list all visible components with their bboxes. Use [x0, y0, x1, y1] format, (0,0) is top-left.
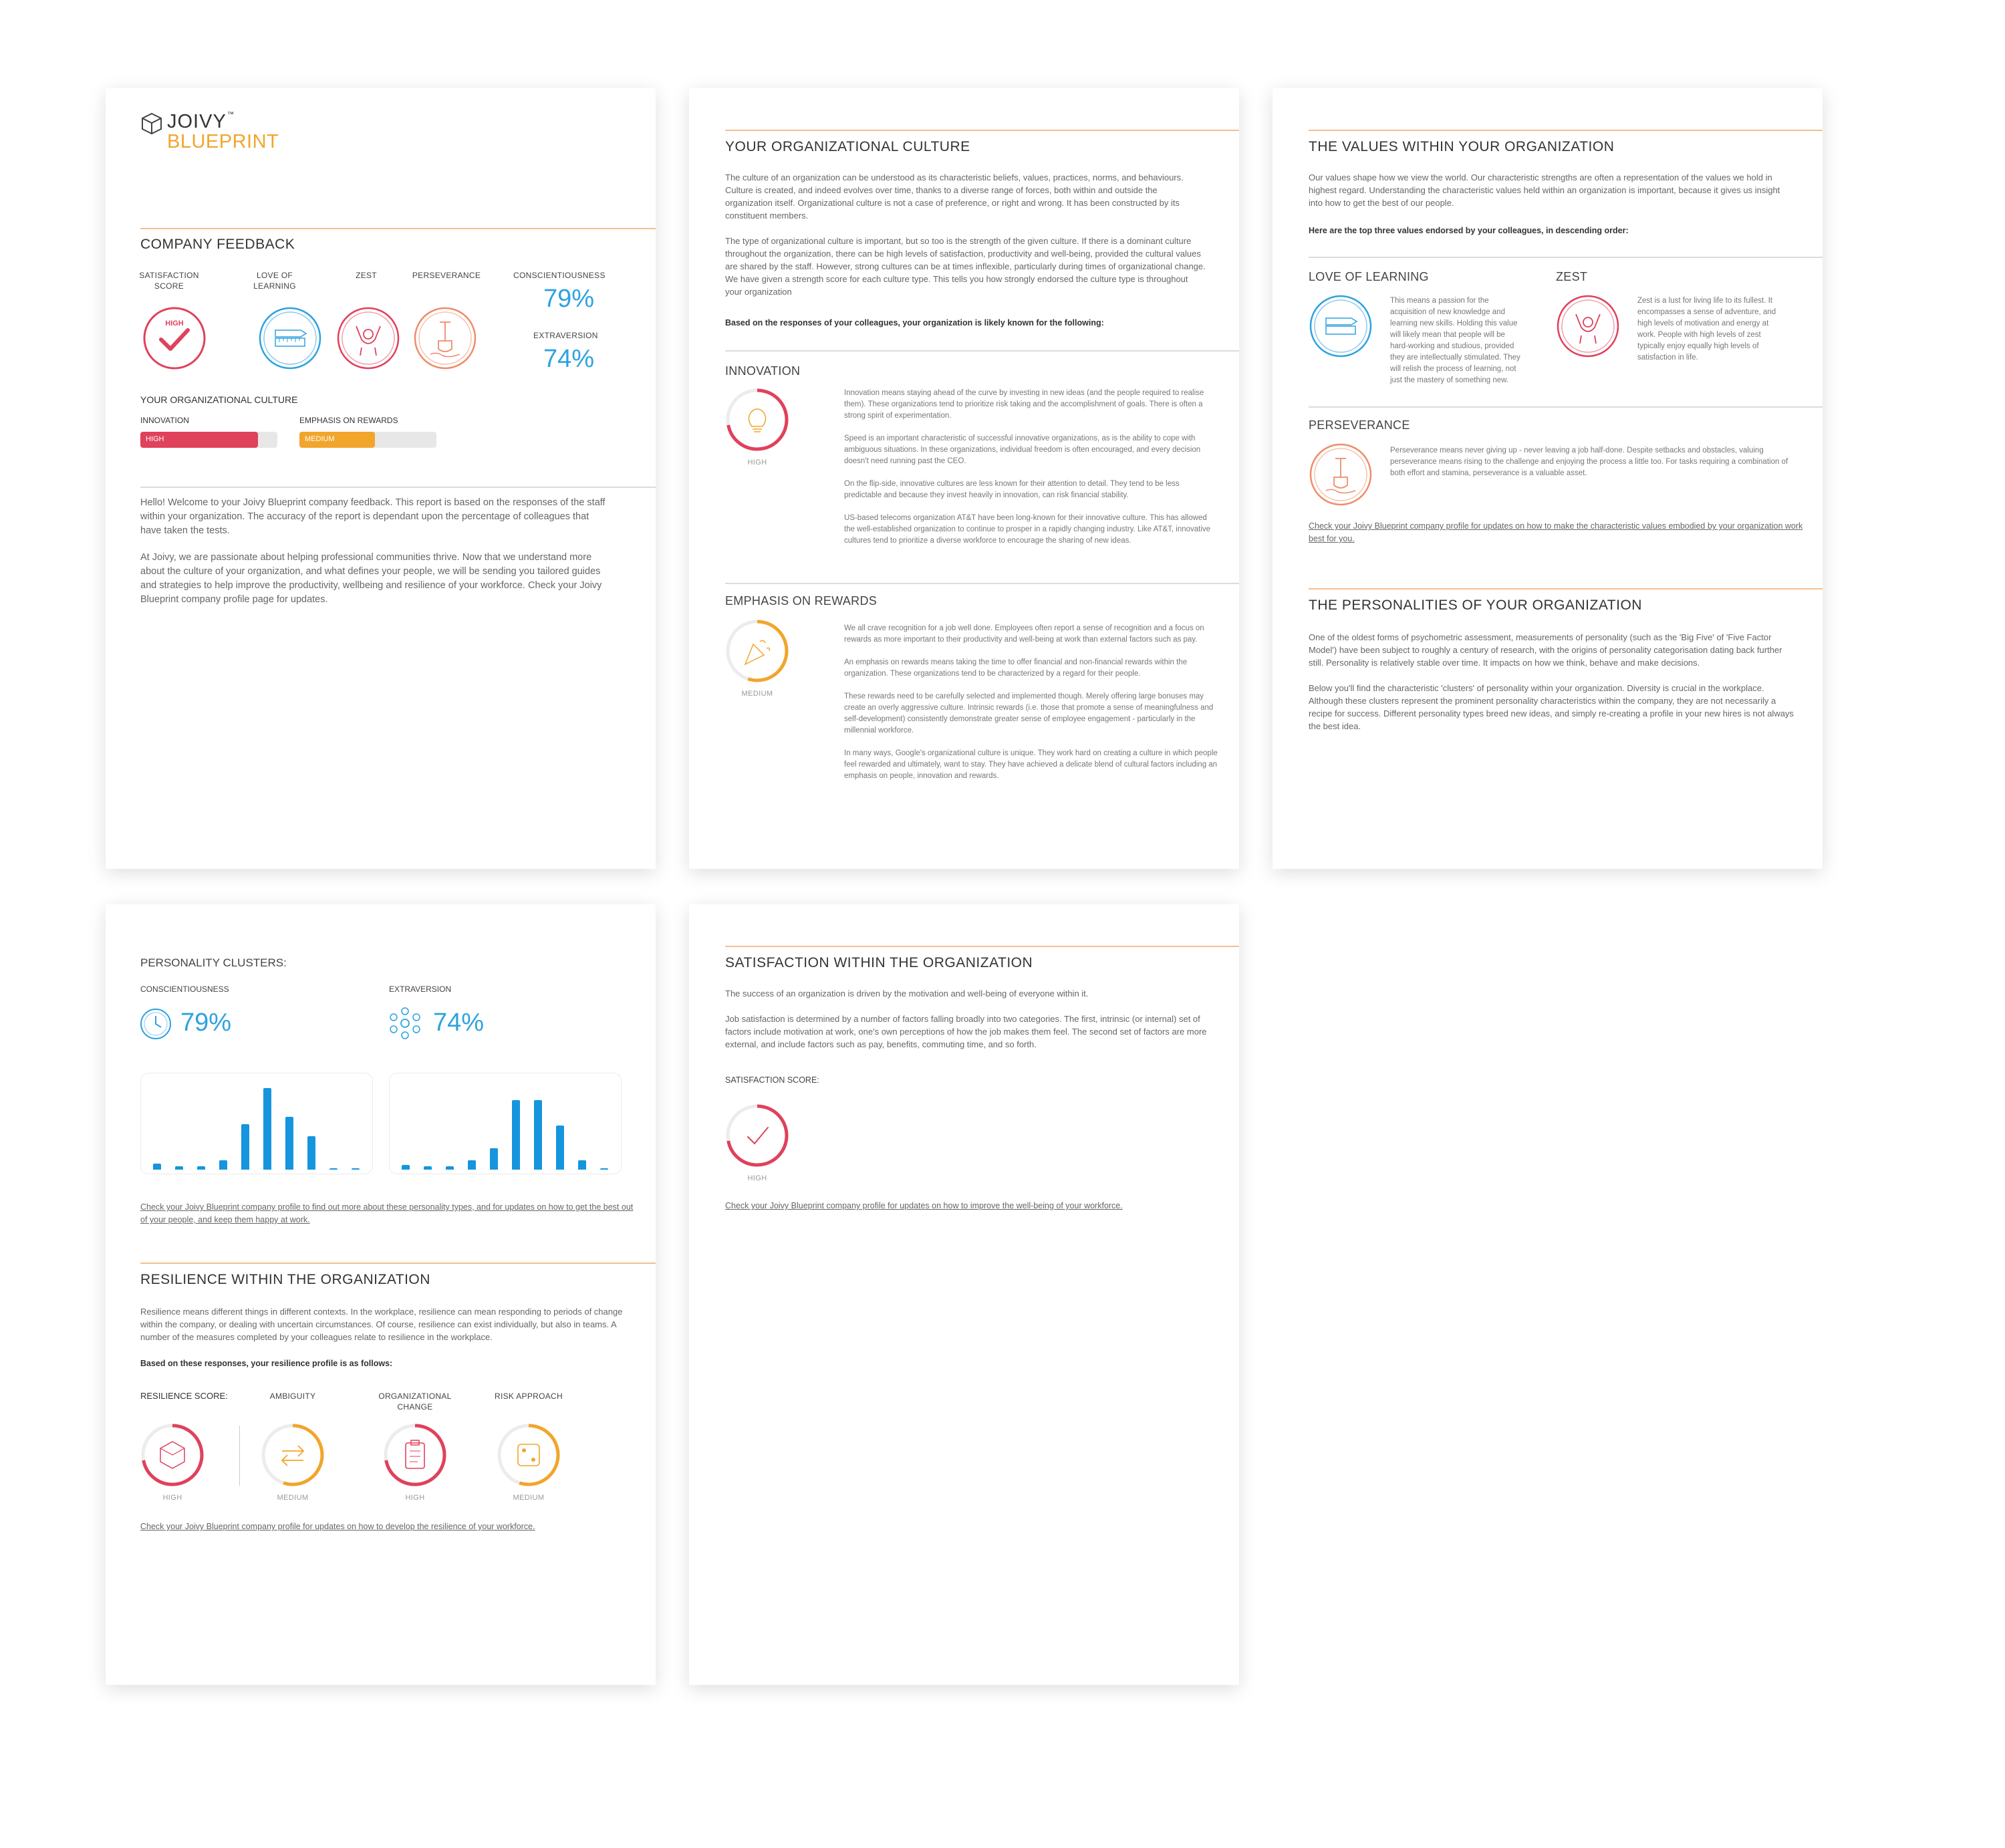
love-of-learning-badge	[1309, 294, 1373, 358]
perseverance-title: PERSEVERANCE	[1309, 418, 1410, 432]
zest-title: ZEST	[1556, 270, 1588, 283]
resilience-caption: HIGH	[162, 1494, 182, 1502]
divider	[1309, 406, 1823, 408]
metric-label-satisfaction: SATISFACTION SCORE	[139, 271, 199, 291]
innovation-paragraph: On the flip-side, innovative cultures are less known for their attention to detail. They tend to be less predictable and because they invest heavily in innovation, can risk financial stability.	[844, 480, 1180, 499]
chart-bar	[263, 1088, 271, 1170]
divider	[725, 350, 1239, 352]
intro-paragraph-2: At Joivy, we are passionate about helping professional communities thrive. Now that we understand more about the culture of your organization, and what defines your people, we will be sending you tailored guides and strategies to help improve the productivity, wellbeing and resilience of your workforce. Check your Joivy Blueprint company profile page for updates.	[140, 552, 602, 605]
arrows-swap-icon	[261, 1423, 325, 1487]
love-of-learning-text: This means a passion for the acquisition of new knowledge and learning new skills. Holding this value will likely mean that people will be hard-working and studious, provided they are intellectually stimulated. They will relish the process of learning, not just the mastery of something new.	[1390, 297, 1520, 384]
resilience-profile-link[interactable]: Check your Joivy Blueprint company profile for updates on how to develop the resilience of your workforce.	[140, 1522, 535, 1531]
lightbulb-icon	[725, 388, 789, 452]
metric-label-zest: ZEST	[356, 271, 377, 280]
innovation-bar-fill: HIGH	[140, 432, 258, 448]
rewards-title: EMPHASIS ON REWARDS	[725, 594, 878, 608]
rewards-gauge	[725, 619, 789, 683]
page-title: THE VALUES WITHIN YOUR ORGANIZATION	[1309, 139, 1615, 154]
section-rule	[725, 946, 1239, 947]
rewards-bar	[299, 432, 436, 448]
chart-bar	[446, 1166, 454, 1170]
ruler-pencil-icon	[258, 306, 322, 370]
section-rule	[140, 228, 656, 229]
innovation-bar	[140, 432, 277, 448]
ambiguity-caption: MEDIUM	[277, 1494, 309, 1502]
clock-icon	[139, 1007, 172, 1041]
resilience-score-label: RESILIENCE SCORE:	[140, 1391, 228, 1401]
clipboard-icon	[383, 1423, 447, 1487]
perseverance-badge	[1309, 442, 1373, 507]
values-lead: Here are the top three values endorsed by your colleagues, in descending order:	[1309, 226, 1629, 235]
chart-bar	[197, 1166, 205, 1170]
chart-bar	[490, 1148, 498, 1170]
logo-product: BLUEPRINT	[167, 131, 279, 152]
chart-bar	[285, 1117, 293, 1170]
extraversion-label: EXTRAVERSION	[389, 984, 452, 994]
satisfaction-profile-link[interactable]: Check your Joivy Blueprint company profile for updates on how to improve the well-being of your workforce.	[725, 1201, 1123, 1210]
page-personality-resilience	[106, 904, 656, 1685]
conscientiousness-value: 79%	[543, 285, 595, 313]
extraversion-value: 74%	[433, 1009, 485, 1037]
ambiguity-gauge	[261, 1423, 325, 1487]
page-title: YOUR ORGANIZATIONAL CULTURE	[725, 139, 970, 154]
culture-lead: Based on the responses of your colleagues, your organization is likely known for the following:	[725, 318, 1104, 327]
ambiguity-label: AMBIGUITY	[269, 1392, 316, 1401]
innovation-title: INNOVATION	[725, 364, 801, 378]
page-satisfaction	[689, 904, 1239, 1685]
page-organizational-culture	[689, 88, 1239, 869]
org-change-label: ORGANIZATIONAL CHANGE	[378, 1392, 452, 1412]
chart-bar	[175, 1166, 183, 1170]
love-of-learning-title: LOVE OF LEARNING	[1309, 270, 1429, 283]
satisfaction-caption: HIGH	[747, 1174, 767, 1182]
check-icon	[142, 306, 207, 370]
satisfaction-gauge	[725, 1103, 789, 1168]
extraversion-chart	[389, 1073, 622, 1174]
chart-bar	[402, 1165, 410, 1170]
party-popper-icon	[725, 619, 789, 683]
innovation-paragraph: Innovation means staying ahead of the curve by investing in new ideas (and the people required to realise them). These organizations tend to prioritize risk taking and the accomplishment of goals. There is often a strong spirit of experimentation.	[844, 389, 1204, 420]
shovel-icon	[413, 306, 477, 370]
logo-brand: JOIVY	[167, 111, 227, 132]
intro-paragraph-1: Hello! Welcome to your Joivy Blueprint company feedback. This report is based on the responses of the staff within your organization. The accuracy of the report is dependant upon the percentage of colleagues that have taken the tests.	[140, 497, 606, 536]
shovel-icon	[1309, 442, 1373, 507]
zest-badge	[1556, 294, 1620, 358]
values-profile-link[interactable]: Check your Joivy Blueprint company profile for updates on how to make the characteristic values embodied by your organization work best for you.	[1309, 521, 1803, 543]
rewards-paragraph: In many ways, Google's organizational culture is unique. They work hard on creating a culture in which people feel rewarded and ultimately, want to stay. They have achieved a delicate blend of cultural factors including an emphasis on people, innovation and rewards.	[844, 749, 1218, 780]
innovation-label: INNOVATION	[140, 416, 189, 425]
chart-bar	[329, 1168, 338, 1170]
resilience-text: Resilience means different things in different contexts. In the workplace, resilience can mean responding to periods of change within the company, or dealing with uncertain circumstances. Of course, resilience can exist individually, but also in teams. A number of the measures completed by your colleagues relate to resilience in the workplace.	[140, 1307, 623, 1342]
satisfaction-text	[725, 987, 1213, 1063]
chart-bar	[534, 1100, 542, 1170]
logo-hexagon-icon	[140, 112, 163, 135]
chart-bar	[512, 1100, 520, 1170]
dice-icon	[497, 1423, 561, 1487]
perseverance-text: Perseverance means never giving up - never leaving a job half-done. Despite setbacks and obstacles, valuing perseverance means rising to the challenge and enjoying the process a little too. For tasks requiring a combination of both effort and stamina, perseverance is a valuable asset.	[1390, 446, 1788, 477]
risk-approach-label: RISK APPROACH	[495, 1392, 563, 1401]
conscientiousness-value: 79%	[180, 1009, 232, 1037]
culture-heading: YOUR ORGANIZATIONAL CULTURE	[140, 394, 298, 405]
page-title: COMPANY FEEDBACK	[140, 237, 295, 252]
extraversion-label: EXTRAVERSION	[533, 331, 598, 340]
risk-approach-gauge	[497, 1423, 561, 1487]
satisfaction-score-label: SATISFACTION SCORE:	[725, 1075, 819, 1085]
clusters-title: PERSONALITY CLUSTERS:	[140, 956, 287, 969]
perseverance-badge	[413, 306, 477, 370]
innovation-paragraph: US-based telecoms organization AT&T have been long-known for their innovative culture. This has allowed the well-established organization to continue to prosper in a rapidly changing industry. Like AT&T, innovative cultures tend to prioritize a diverse workforce to encourage the sharing of new ideas.	[844, 514, 1211, 545]
chart-bar	[307, 1136, 315, 1170]
chart-bar	[352, 1168, 360, 1170]
metric-label-perseverance: PERSEVERANCE	[412, 271, 481, 280]
person-cheering-icon	[336, 306, 400, 370]
satisfaction-badge	[142, 306, 207, 370]
logo-tm: ™	[227, 111, 234, 118]
rewards-paragraph: An emphasis on rewards means taking the time to offer financial and non-financial rewards within the organization. These organizations tend to be characterized by a regard for their people.	[844, 658, 1188, 678]
innovation-caption: HIGH	[747, 458, 767, 467]
resilience-gauge	[140, 1423, 205, 1487]
rewards-label: EMPHASIS ON REWARDS	[299, 416, 398, 425]
culture-paragraph-2: The type of organizational culture is important, but so too is the strength of the given culture. If there is a dominant culture throughout the organization, there can be high levels of satisfaction, productivity and well-being, provided the cultural values are shared by the staff. However, strong cultures can be at times inflexible, particularly during times of organizational change. We have given a strength score for each culture type. This tells you how strongly endorsed the culture type is throughout your organization	[725, 236, 1206, 297]
joivy-blueprint-logo	[140, 111, 279, 152]
personality-profile-link[interactable]: Check your Joivy Blueprint company profile to find out more about these personality types, and for updates on how to get the best out of your people, and keep them happy at work.	[140, 1202, 634, 1224]
section-rule	[140, 1263, 656, 1264]
rewards-caption: MEDIUM	[741, 690, 773, 698]
values-intro: Our values shape how we view the world. Our characteristic strengths are often a representation of the values we hold in highest regard. Understanding the characteristic values held within an organization is important, because it gives us insight into how to get the best of our people.	[1309, 172, 1780, 208]
conscientiousness-label: CONSCIENTIOUSNESS	[140, 984, 229, 994]
personalities-paragraph-2: Below you'll find the characteristic 'clusters' of personality within your organization. Diversity is crucial in the workplace. Although these clusters represent the prominent personality characteristics within the company, they are not necessarily a recipe for success. Different personality types breed new ideas, and simply re-creating a profile in your new hires is not always the best idea.	[1309, 683, 1794, 731]
rewards-bar-fill: MEDIUM	[299, 432, 375, 448]
rewards-paragraph: We all crave recognition for a job well done. Employees often report a sense of recognition and a focus on rewards as more important to their productivity and well-being at work than external factors such as pay.	[844, 624, 1204, 644]
intro-text	[140, 496, 608, 620]
innovation-text	[844, 388, 1218, 558]
section-rule	[725, 130, 1239, 131]
divider	[140, 487, 656, 488]
rewards-paragraph: These rewards need to be carefully selected and implemented though. Merely offering large bonuses may create an overly aggressive culture. Intrinsic rewards (i.e. those that promote a sense of meaningfulness and self-development) consistently demonstrate greater sense of employee engagement - particularly in the millennial workforce.	[844, 692, 1214, 735]
chart-bar	[600, 1168, 608, 1170]
page-values	[1273, 88, 1823, 869]
section-rule	[1309, 130, 1823, 131]
zest-text: Zest is a lust for living life to its fullest. It encompasses a sense of adventure, and high levels of motivation and energy at work. People with high levels of zest typically enjoy equally high levels of satisfaction in life.	[1637, 297, 1776, 362]
innovation-paragraph: Speed is an important characteristic of successful innovative organizations, as is the ability to cope with ambiguous situations. In these organizations, individual freedom is often encouraged, and every decision doesn't need running past the CEO.	[844, 434, 1201, 465]
chart-bar	[153, 1164, 161, 1170]
extraversion-value: 74%	[543, 345, 595, 373]
resilience-lead: Based on these responses, your resilience profile is as follows:	[140, 1359, 393, 1368]
satisfaction-paragraph-2: Job satisfaction is determined by a number of factors falling broadly into two categories. The first, intrinsic (or internal) set of factors include motivation at work, one's own perceptions of how the job makes them feel. The second set of factors are more external, and include factors such as pay, benefits, commuting time, and so forth.	[725, 1014, 1207, 1049]
chart-bar	[219, 1160, 227, 1170]
satisfaction-level: HIGH	[165, 319, 184, 327]
culture-intro	[725, 171, 1206, 311]
divider	[725, 583, 1239, 584]
personalities-text	[1309, 631, 1796, 745]
resilience-title: RESILIENCE WITHIN THE ORGANIZATION	[140, 1272, 430, 1287]
satisfaction-paragraph-1: The success of an organization is driven by the motivation and well-being of everyone within it.	[725, 988, 1089, 999]
check-icon	[725, 1103, 789, 1168]
resilience-divider	[239, 1426, 240, 1486]
zest-badge	[336, 306, 400, 370]
personalities-title: THE PERSONALITIES OF YOUR ORGANIZATION	[1309, 598, 1642, 613]
chart-bar	[241, 1124, 249, 1170]
network-cluster-icon	[388, 1006, 422, 1041]
conscientiousness-label: CONSCIENTIOUSNESS	[513, 271, 606, 280]
rewards-text	[844, 623, 1218, 793]
divider	[1309, 257, 1823, 258]
risk-approach-caption: MEDIUM	[513, 1494, 545, 1502]
org-change-caption: HIGH	[405, 1494, 425, 1502]
org-change-gauge	[383, 1423, 447, 1487]
page-company-feedback	[106, 88, 656, 869]
page-title: SATISFACTION WITHIN THE ORGANIZATION	[725, 955, 1033, 970]
polyhedron-icon	[140, 1423, 205, 1487]
chart-bar	[468, 1160, 476, 1170]
conscientiousness-chart	[140, 1073, 373, 1174]
innovation-gauge	[725, 388, 789, 452]
personalities-paragraph-1: One of the oldest forms of psychometric assessment, measurements of personality (such as the 'Big Five' of 'Five Factor Model') have been subject to roughly a century of research, with the origins of personality categorisation dating back further still. Personality is relatively stable over time. It impacts on how we think, behave and make decisions.	[1309, 632, 1782, 668]
chart-bar	[424, 1166, 432, 1170]
ruler-pencil-icon	[1309, 294, 1373, 358]
chart-bar	[556, 1126, 564, 1170]
chart-bar	[578, 1160, 586, 1170]
love-of-learning-badge	[258, 306, 322, 370]
section-rule	[1309, 588, 1823, 589]
metric-label-love-of-learning: LOVE OF LEARNING	[253, 271, 296, 291]
person-cheering-icon	[1556, 294, 1620, 358]
culture-paragraph-1: The culture of an organization can be understood as its characteristic beliefs, values, practices, norms, and behaviours. Culture is created, and indeed evolves over time, thanks to a diverse range of forces, both within and outside the organization itself. Organizational culture is not a case of preference, or right and wrong. It has been constructed by its constituent members.	[725, 172, 1184, 221]
